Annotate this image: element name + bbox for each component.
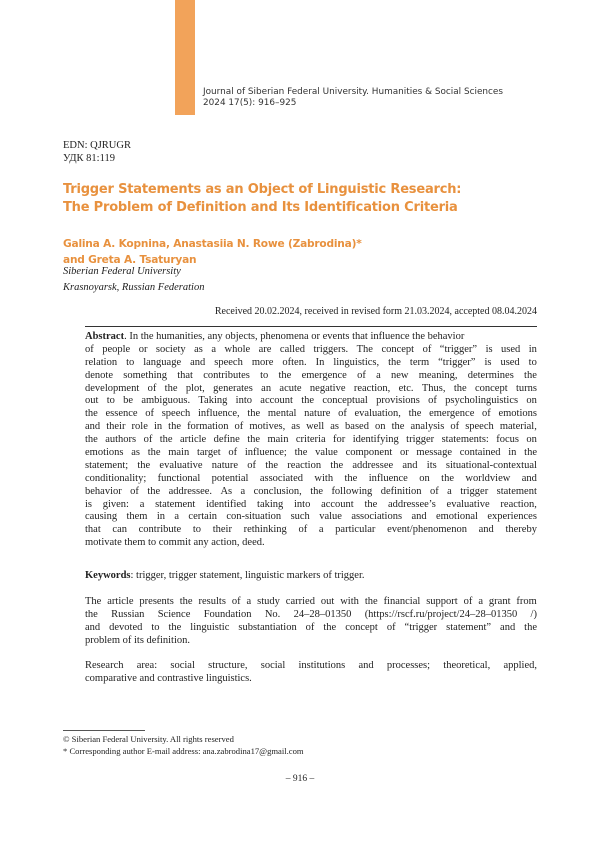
text-line: development of the plot, generates an acute negative reaction, etc. Thus, the concept turns	[85, 382, 537, 394]
abstract-top-rule	[85, 326, 537, 327]
text-line: out to be ambiguous. Taking into account the conceptual provisions of psycholinguistics on	[85, 395, 537, 407]
text-line: comparative and contrastive linguistics.	[85, 672, 252, 684]
text-line: The article presents the results of a study carried out with the financial support of a grant from	[85, 596, 537, 607]
text-line: that can contribute to their rethinking of a particular event/phenomenon and thereby	[85, 524, 537, 536]
text-line: motivate them to commit any action, deed.	[85, 537, 265, 549]
text-line: behavior of the addressee. As a conclusion, the following definition of a trigger statement	[85, 485, 537, 497]
text-line: problem of its definition.	[85, 634, 190, 646]
journal-issue: 2024 17(5): 916–925	[203, 98, 297, 108]
text-line: Research area: social structure, social institutions and processes; theoretical, applied,	[85, 660, 537, 671]
text-line: statement; the evaluative nature of the reaction the addressee and its situational-contextual	[85, 459, 537, 471]
keywords-line	[85, 570, 537, 583]
corresponding-author-note: * Corresponding author E-mail address: ana.zabrodina17@gmail.com	[63, 745, 304, 756]
keywords-label: Keywords	[85, 570, 131, 581]
copyright-note: © Siberian Federal University. All rights reserved	[63, 734, 234, 744]
article-title	[63, 181, 563, 217]
keywords-text: : trigger, trigger statement, linguistic markers of trigger.	[130, 570, 365, 581]
footnotes	[63, 734, 304, 757]
affiliation	[63, 264, 204, 296]
funding-note	[85, 596, 537, 648]
edn-code: EDN: QJRUGR	[63, 140, 131, 151]
text-line: denote something that contributes to the emergence of a new meaning, determines the	[85, 369, 537, 381]
text-line: the essence of speech influence, the mental nature of evaluation, the emergence of emotions	[85, 408, 537, 420]
journal-name: Journal of Siberian Federal University. Humanities & Social Sciences	[203, 87, 504, 97]
keywords	[85, 570, 537, 583]
text-line: conditionality; functional potential associated with the influence on the worldview and	[85, 472, 537, 484]
title-line-1: Trigger Statements as an Object of Linguistic Research:	[63, 182, 462, 197]
authors-line-1: Galina A. Kopnina, Anastasiia N. Rowe (Zabrodina)*	[63, 238, 362, 250]
footnote-rule	[63, 730, 145, 731]
text-line: the authors of the article define the main criteria for identifying trigger statements: focus on	[85, 434, 537, 446]
abstract-line	[85, 331, 537, 344]
text-line: and their role in the formation of motives, as well as based on the analysis of speech material,	[85, 421, 537, 433]
page-number: – 916 –	[285, 774, 315, 784]
text-line: and devoted to the linguistic substantiation of the concept of “trigger statement” and the	[85, 621, 537, 633]
abstract-first-line: . In the humanities, any objects, phenomena or events that influence the behavior	[124, 331, 465, 342]
title-line-2: The Problem of Definition and Its Identification Criteria	[63, 200, 458, 215]
text-line: relation to language and speech more often. In linguistics, the term “trigger” is used to	[85, 356, 537, 368]
header-accent-bar	[175, 0, 195, 115]
text-line: is given: a statement identified taking into account the addressee’s evaluative reaction,	[85, 498, 537, 510]
text-line: causing them in a certain con-situation such value associations and emotional experiences	[85, 511, 537, 523]
abstract-body	[85, 344, 537, 550]
affiliation-university: Siberian Federal University	[63, 266, 181, 277]
text-line: emotions as the main target of influence; the value component or message contained in the	[85, 447, 537, 459]
received-dates: Received 20.02.2024, received in revised form 21.03.2024, accepted 08.04.2024	[214, 306, 537, 317]
text-line: of people or society as a whole are called triggers. The concept of “trigger” is used in	[85, 343, 537, 355]
research-area	[85, 660, 537, 686]
abstract-label: Abstract	[85, 331, 125, 342]
journal-header	[203, 87, 583, 109]
text-line: the Russian Science Foundation No. 24–28–01350 (https://rscf.ru/project/24–28–01350 /)	[85, 608, 537, 620]
article-identifiers	[63, 139, 131, 165]
authors-line-2: and Greta A. Tsaturyan	[63, 254, 197, 266]
abstract	[85, 331, 537, 550]
udk-code: УДК 81:119	[63, 153, 115, 164]
affiliation-city: Krasnoyarsk, Russian Federation	[63, 282, 205, 293]
